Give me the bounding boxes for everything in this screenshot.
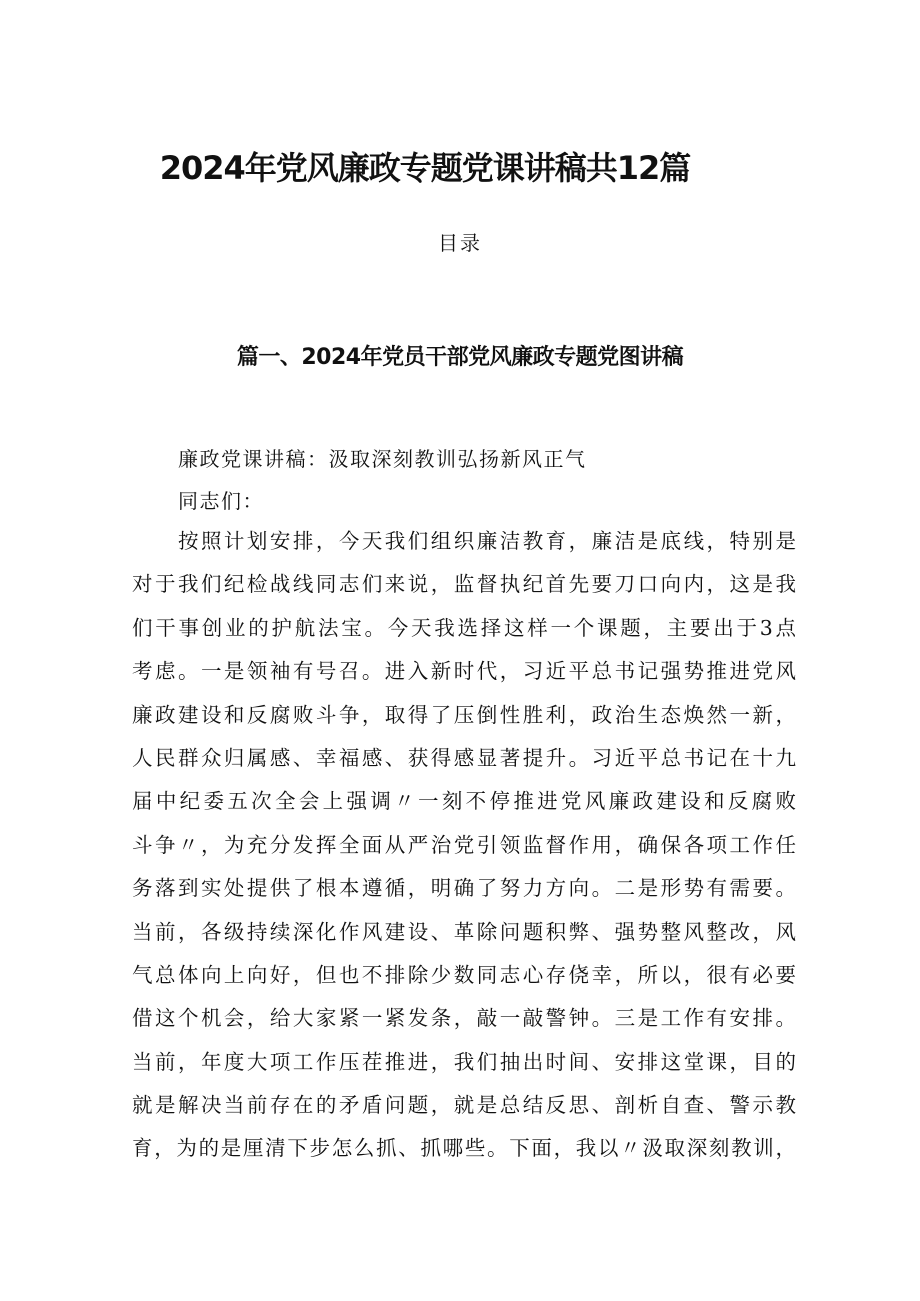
body-line: 当前，各级持续深化作风建设、革除问题积弊、强势整风整改，风	[132, 919, 796, 944]
body-paragraph	[132, 520, 796, 1171]
body-line: 人民群众归属感、幸福感、获得感显著提升。习近平总书记在十九	[132, 745, 796, 770]
body-line: 育，为的是厘清下步怎么抓、抓哪些。下面，我以〃汲取深刻教训，	[132, 1136, 796, 1161]
greeting: 同志们：	[178, 489, 264, 513]
body-line: 务落到实处提供了根本遵循，明确了努力方向。二是形势有需要。	[132, 876, 796, 901]
body-line: 就是解决当前存在的矛盾问题，就是总结反思、剖析自查、警示教	[132, 1093, 796, 1118]
body-line: 届中纪委五次全会上强调〃一刻不停推进党风廉政建设和反腐败	[132, 789, 796, 814]
table-of-contents-label: 目录	[438, 231, 482, 255]
chapter-title: 篇一、2024年党员干部党风廉政专题党图讲稿	[236, 345, 684, 370]
body-line: 当前，年度大项工作压茬推进，我们抽出时间、安排这堂课，目的	[132, 1049, 796, 1074]
body-line: 考虑。一是领袖有号召。进入新时代，习近平总书记强势推进党风	[132, 659, 796, 684]
body-line: 对于我们纪检战线同志们来说，监督执纪首先要刀口向内，这是我	[132, 572, 796, 597]
document-title: 2024年党风廉政专题党课讲稿共12篇	[159, 149, 691, 187]
body-line: 斗争〃，为充分发挥全面从严治党引领监督作用，确保各项工作任	[132, 832, 796, 857]
body-line: 廉政建设和反腐败斗争，取得了压倒性胜利，政治生态焕然一新，	[132, 702, 796, 727]
body-line: 借这个机会，给大家紧一紧发条，敲一敲警钟。三是工作有安排。	[132, 1006, 796, 1031]
body-line: 们干事创业的护航法宝。今天我选择这样一个课题，主要出于3点	[132, 615, 796, 640]
body-line: 气总体向上向好，但也不排除少数同志心存侥幸，所以，很有必要	[132, 962, 796, 987]
speech-subtitle: 廉政党课讲稿：汲取深刻教训弘扬新风正气	[178, 447, 587, 471]
body-line: 按照计划安排，今天我们组织廉洁教育，廉洁是底线，特别是	[132, 529, 796, 553]
